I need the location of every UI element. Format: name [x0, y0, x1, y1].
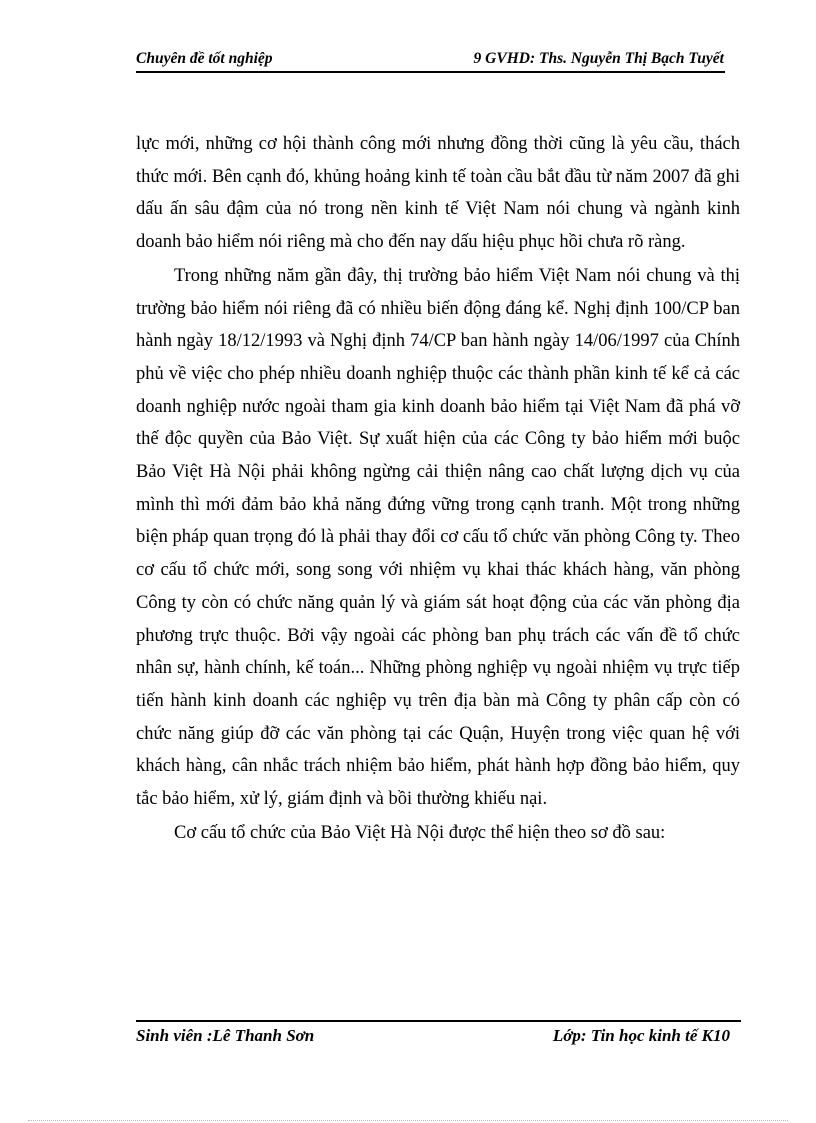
paragraph-2: Trong những năm gần đây, thị trường bảo hiểm Việt Nam nói chung và thị trường bảo hiểm nói riêng đã có nhiều biến động đáng kể. Nghị định 100/CP ban hành ngày 18/12/1993 và Nghị định 74/CP ban hành ngày 14/06/1997 của Chính phủ về việc cho phép nhiều doanh nghiệp thuộc các thành phần kinh tế kể cả các doanh nghiệp nước ngoài tham gia kinh doanh bảo hiểm tại Việt Nam đã phá vỡ thế độc quyền của Bảo Việt. Sự xuất hiện của các Công ty bảo hiểm mới buộc Bảo Việt Hà Nội phải không ngừng cải thiện nâng cao chất lượng dịch vụ của mình thì mới đảm bảo khả năng đứng vững trong cạnh tranh. Một trong những biện pháp quan trọng đó là phải thay đổi cơ cấu tổ chức văn phòng Công ty. Theo cơ cấu tổ chức mới, song song với nhiệm vụ khai thác khách hàng, văn phòng Công ty còn có chức năng quản lý và giám sát hoạt động của các văn phòng địa phương trực thuộc. Bởi vậy ngoài các phòng ban phụ trách các vấn đề tổ chức nhân sự, hành chính, kế toán... Những phòng nghiệp vụ ngoài nhiệm vụ trực tiếp tiến hành kinh doanh các nghiệp vụ trên địa bàn mà Công ty phân cấp còn có chức năng giúp đỡ các văn phòng tại các Quận, Huyện trong việc quan hệ với khách hàng, cân nhắc trách nhiệm bảo hiểm, phát hành hợp đồng bảo hiểm, quy tắc bảo hiểm, xử lý, giám định và bồi thường khiếu nại. — [136, 265, 740, 810]
document-body — [136, 128, 740, 850]
footer-class: Lớp: Tin học kinh tế K10 — [552, 1026, 730, 1045]
paragraph-3: Cơ cấu tổ chức của Bảo Việt Hà Nội được thể hiện theo sơ đồ sau: — [174, 822, 666, 843]
paragraph-1: lực mới, những cơ hội thành công mới nhưng đồng thời cũng là yêu cầu, thách thức mới. Bên cạnh đó, khủng hoảng kinh tế toàn cầu bắt đầu từ năm 2007 đã ghi dấu ấn sâu đậm của nó trong nền kinh tế Việt Nam nói chung và ngành kinh doanh bảo hiểm nói riêng mà cho đến nay dấu hiệu phục hồi chưa rõ ràng. — [136, 134, 740, 253]
footer-student: Sinh viên :Lê Thanh Sơn — [136, 1026, 315, 1045]
header-title: Chuyên đề tốt nghiệp — [136, 50, 273, 67]
header-divider — [136, 71, 725, 73]
page-footer — [136, 1024, 736, 1050]
footer-divider — [136, 1020, 741, 1022]
header-supervisor: 9 GVHD: Ths. Nguyễn Thị Bạch Tuyết — [473, 50, 724, 67]
page-bottom-border — [28, 1120, 788, 1121]
page-header — [136, 46, 726, 70]
